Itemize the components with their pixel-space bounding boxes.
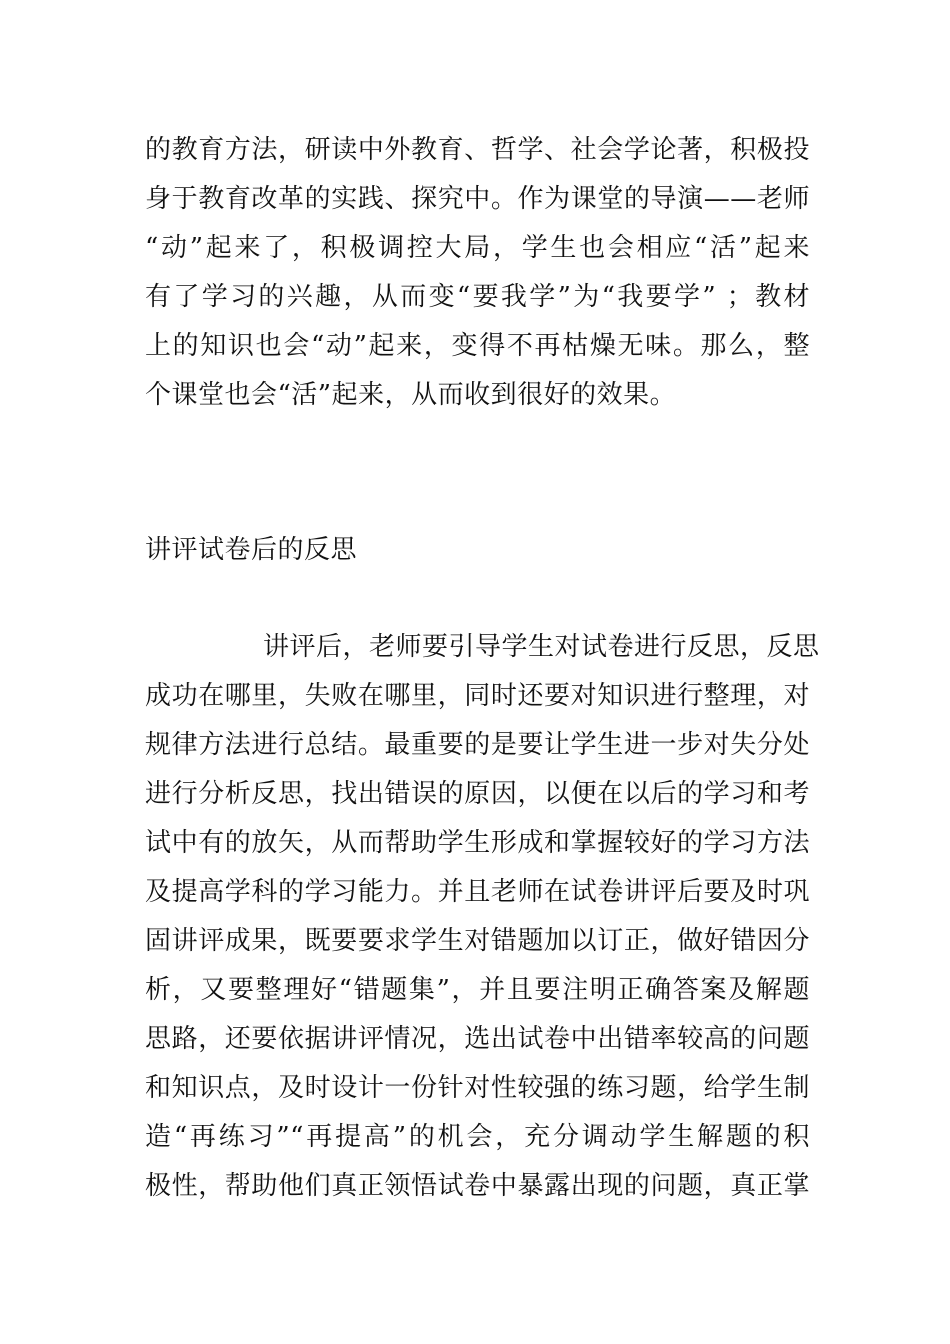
paragraph-2-line: 固讲评成果，既要要求学生对错题加以订正，做好错因分 bbox=[145, 926, 810, 956]
paragraph-1 bbox=[145, 126, 810, 420]
paragraph-1-line: 的教育方法，研读中外教育、哲学、社会学论著，积极投 bbox=[145, 135, 810, 165]
paragraph-2 bbox=[145, 623, 820, 1211]
paragraph-2-line: 极性，帮助他们真正领悟试卷中暴露出现的问题，真正掌 bbox=[145, 1171, 810, 1201]
paragraph-2-line: 和知识点，及时设计一份针对性较强的练习题，给学生制 bbox=[145, 1073, 810, 1103]
paragraph-2-line: 规律方法进行总结。最重要的是要让学生进一步对失分处 bbox=[145, 730, 810, 760]
paragraph-2-line: 成功在哪里，失败在哪里，同时还要对知识进行整理，对 bbox=[145, 681, 810, 711]
paragraph-2-line: 进行分析反思，找出错误的原因，以便在以后的学习和考 bbox=[145, 779, 810, 809]
paragraph-2-line: 讲评后，老师要引导学生对试卷进行反思，反思 bbox=[263, 632, 820, 662]
paragraph-2-line: 造“再练习”“再提高”的机会，充分调动学生解题的积 bbox=[145, 1122, 810, 1152]
paragraph-2-line: 及提高学科的学习能力。并且老师在试卷讲评后要及时巩 bbox=[145, 877, 810, 907]
paragraph-1-line: 身于教育改革的实践、探究中。作为课堂的导演——老师 bbox=[145, 184, 810, 214]
paragraph-1-line: 有了学习的兴趣，从而变“要我学”为“我要学” ；教材 bbox=[145, 282, 810, 312]
paragraph-1-line: 上的知识也会“动”起来，变得不再枯燥无味。那么，整 bbox=[145, 331, 810, 361]
paragraph-2-line: 思路，还要依据讲评情况，选出试卷中出错率较高的问题 bbox=[145, 1024, 810, 1054]
paragraph-2-line: 试中有的放矢，从而帮助学生形成和掌握较好的学习方法 bbox=[145, 828, 810, 858]
section-heading: 讲评试卷后的反思 bbox=[145, 535, 358, 565]
paragraph-1-line: 个课堂也会“活”起来，从而收到很好的效果。 bbox=[145, 380, 677, 410]
paragraph-2-line: 析，又要整理好“错题集”，并且要注明正确答案及解题 bbox=[145, 975, 810, 1005]
paragraph-1-line: “动”起来了，积极调控大局，学生也会相应“活”起来 bbox=[145, 233, 810, 263]
